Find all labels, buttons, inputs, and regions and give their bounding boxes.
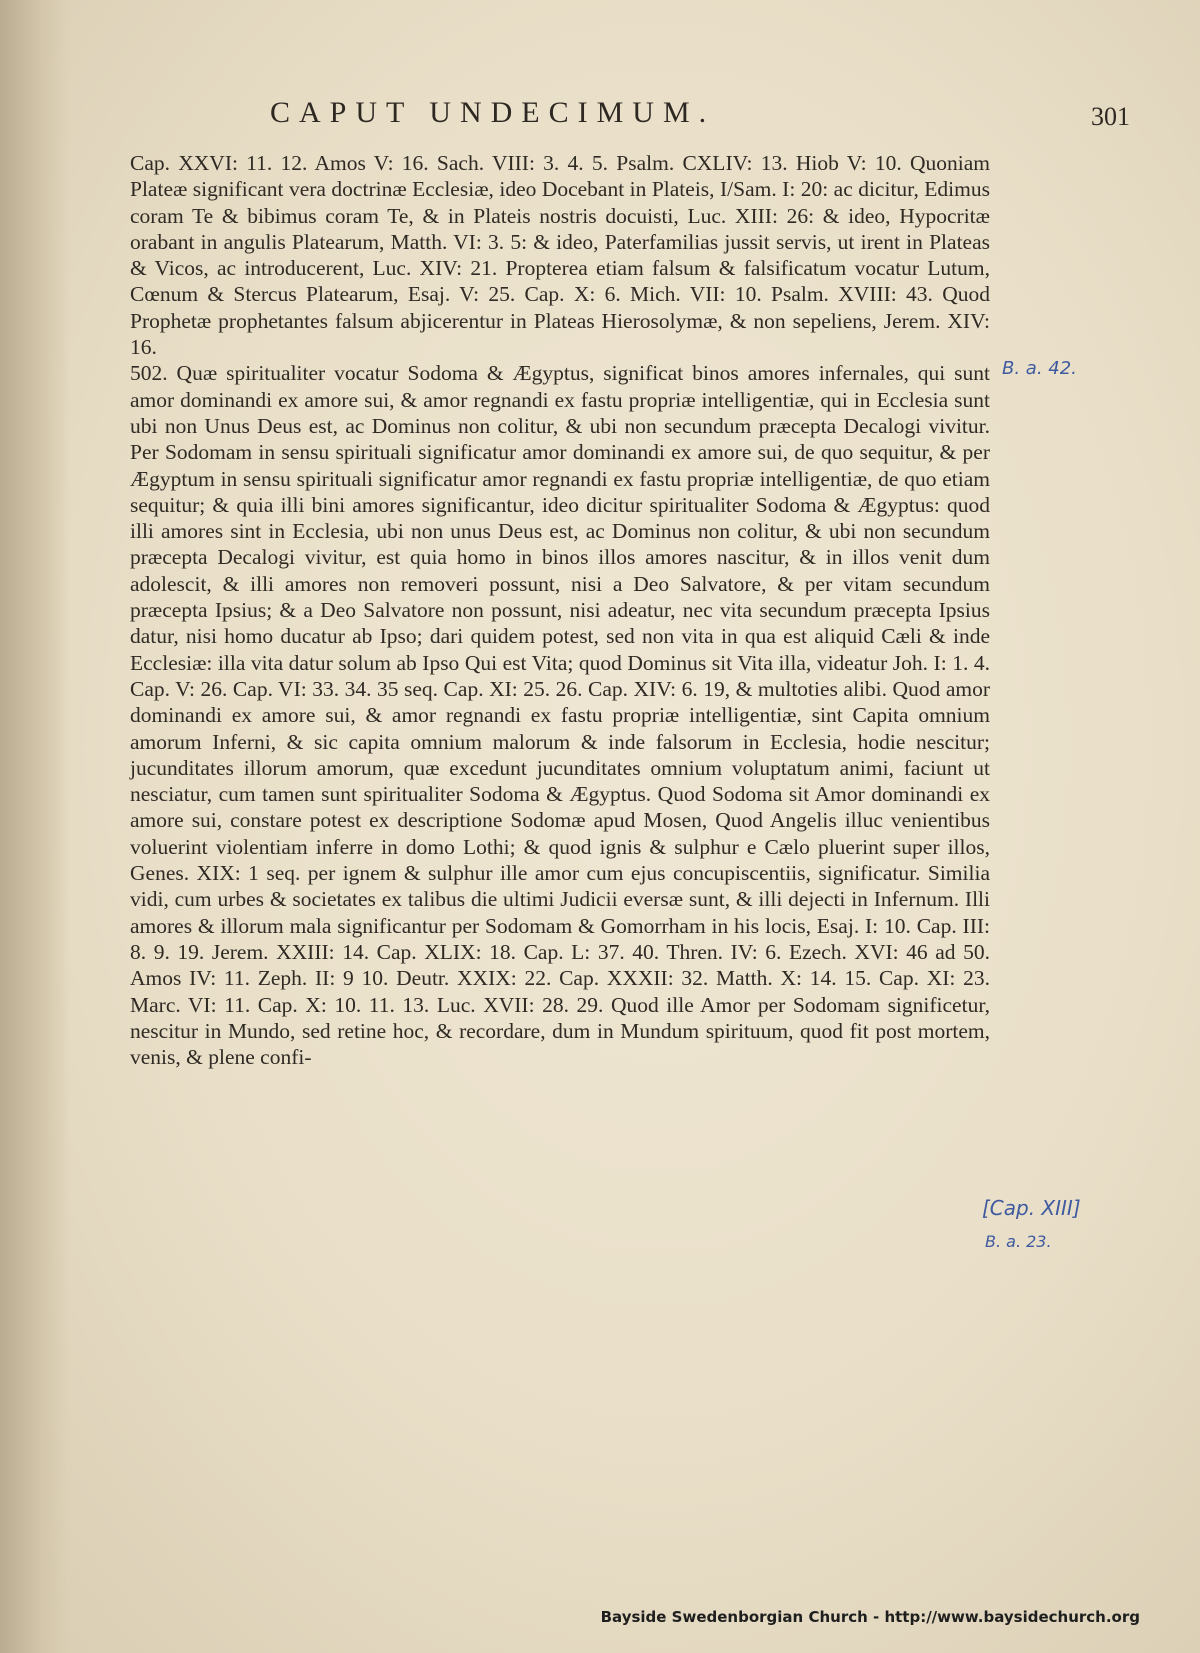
body-text (130, 150, 990, 1070)
footer-credit: Bayside Swedenborgian Church - http://www.baysidechurch.org (600, 1608, 1140, 1626)
margin-note-1: B. a. 42. (1002, 358, 1077, 379)
page-spine-shadow (0, 0, 70, 1653)
paragraph-continuation: Cap. XXVI: 11. 12. Amos V: 16. Sach. VIII: 3. 4. 5. Psalm. CXLIV: 13. Hiob V: 10. Quoniam Plateæ significant vera doctrinæ Ecclesiæ, ideo Docebant in Plateis, I/Sam. I: 20: ac dicitur, Edimus coram Te & bibimus coram Te, & in Plateis nostris docuisti, Luc. XIII: 26: & ideo, Hypocritæ orabant in angulis Platearum, Matth. VI: 3. 5: & ideo, Paterfamilias jussit servis, ut irent in Plateas & Vicos, ac introducerent, Luc. XIV: 21. Propterea etiam falsum & falsificatum vocatur Lutum, Cœnum & Stercus Platearum, Esaj. V: 25. Cap. X: 6. Mich. VII: 10. Psalm. XVIII: 43. Quod Prophetæ prophetantes falsum abjicerentur in Plateas Hierosolymæ, & non sepeliens, Jerem. XIV: 16. (130, 151, 990, 360)
running-title: CAPUT UNDECIMUM. (270, 96, 716, 129)
margin-note-2: [Cap. XIII] (982, 1196, 1081, 1220)
page-header (130, 96, 1130, 146)
page-number: 301 (1091, 102, 1130, 131)
margin-note-3: B. a. 23. (985, 1232, 1052, 1251)
paragraph-502: 502. Quæ spiritualiter vocatur Sodoma & Ægyptus, significat binos amores infernales, qui sunt amor dominandi ex amore sui, & amor regnandi ex fastu propriæ intelligentiæ, qui in Ecclesia sunt ubi non Unus Deus est, ac Dominus non colitur, & ubi non secundum præcepta Decalogi vivitur. Per Sodomam in sensu spirituali significatur amor dominandi ex amore sui, de quo sequitur, & per Ægyptum in sensu spirituali significatur amor regnandi ex fastu propriæ intelligentiæ, de quo etiam sequitur; & quia illi bini amores significantur, ideo dicitur spiritualiter Sodoma & Ægyptus: quod illi amores sint in Ecclesia, ubi non unus Deus est, ac Dominus non colitur, & ubi non secundum præcepta Decalogi vivitur, est quia homo in binos illos amores nascitur, & in illos venit dum adolescit, & illi amores non removeri possunt, nisi a Deo Salvatore, & per vitam secundum præcepta Ipsius; & a Deo Salvatore non possunt, nisi adeatur, nec vita secundum præcepta Ipsius datur, nisi homo ducatur ab Ipso; dari quidem potest, sed non vita in qua est aliquid Cæli & inde Ecclesiæ: illa vita datur solum ab Ipso Qui est Vita; quod Dominus sit Vita illa, videatur Joh. I: 1. 4. Cap. V: 26. Cap. VI: 33. 34. 35 seq. Cap. XI: 25. 26. Cap. XIV: 6. 19, & multoties alibi. Quod amor dominandi ex amore sui, & amor regnandi ex fastu propriæ intelligentiæ, sint Capita omnium amorum Inferni, & sic capita omnium malorum & inde falsorum in Ecclesia, hodie nescitur; jucunditates illorum amorum, quæ excedunt jucunditates omnium voluptatum animi, faciunt ut nesciatur, cum tamen sunt spiritualiter Sodoma & Ægyptus. Quod Sodoma sit Amor dominandi ex amore sui, constare potest ex descriptione Sodomæ apud Mosen, Quod Angelis illuc venientibus voluerint violentiam inferre in domo Lothi; & quod ignis & sulphur e Cælo pluerint super illos, Genes. XIX: 1 seq. per ignem & sulphur ille amor cum ejus concupiscentiis, significatur. Similia vidi, cum urbes & societates ex talibus die ultimi Judicii eversæ sunt, & illi dejecti in Infernum. Illi amores & illorum mala significantur per Sodomam & Gomorrham in his locis, Esaj. I: 10. Cap. III: 8. 9. 19. Jerem. XXIII: 14. Cap. XLIX: 18. Cap. L: 37. 40. Thren. IV: 6. Ezech. XVI: 46 ad 50. Amos IV: 11. Zeph. II: 9 10. Deutr. XXIX: 22. Cap. XXXII: 32. Matth. X: 14. 15. Cap. XI: 23. Marc. VI: 11. Cap. X: 10. 11. 13. Luc. XVII: 28. 29. Quod ille Amor per Sodomam significetur, nescitur in Mundo, sed retine hoc, & recordare, dum in Mundum spirituum, quod fit post mortem, venis, & plene confi- (130, 361, 990, 1070)
